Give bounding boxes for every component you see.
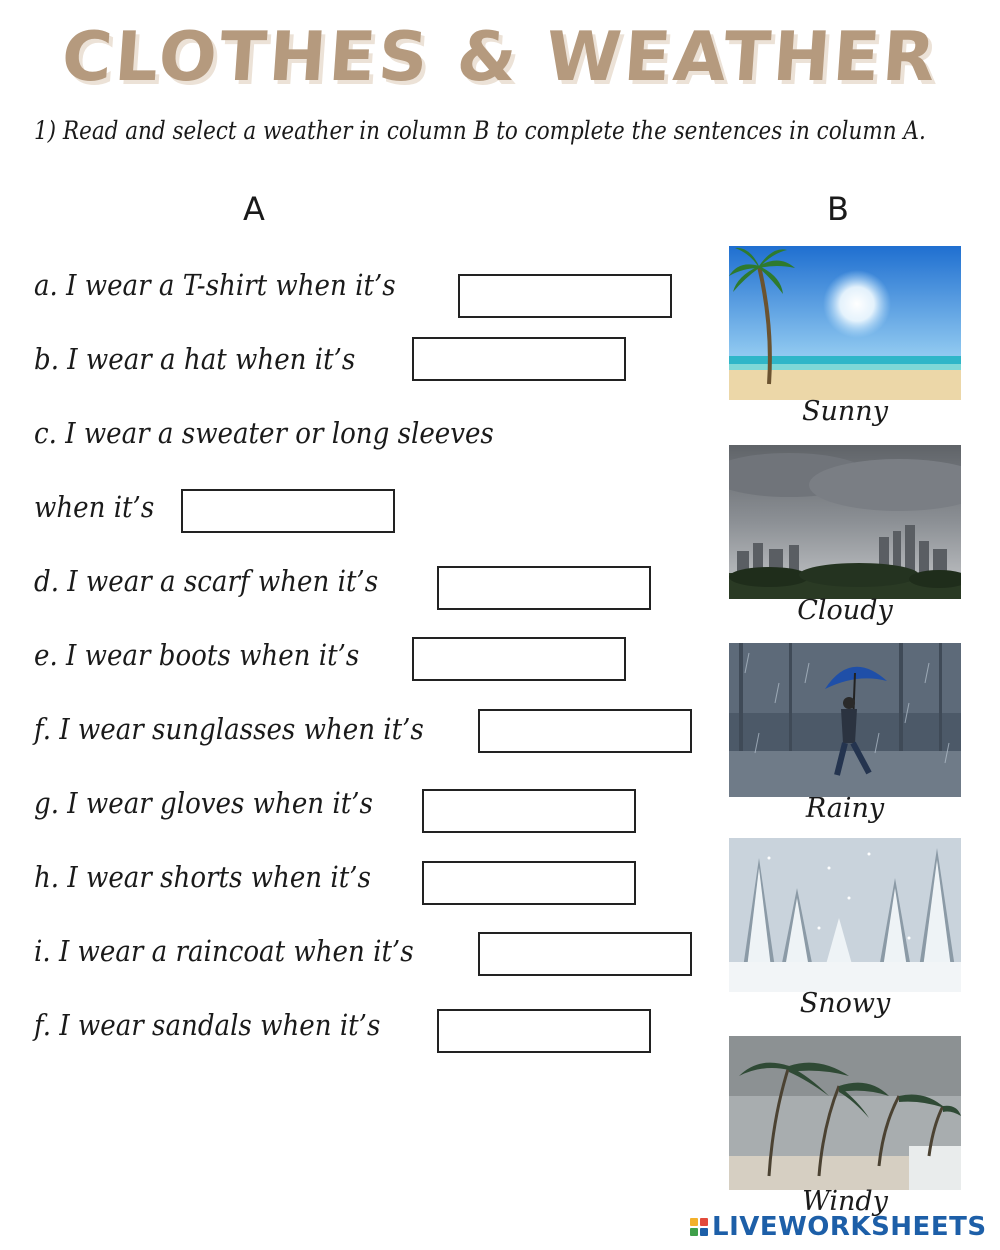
rainy-umbrella-photo <box>729 643 961 797</box>
logo-grid-icon <box>690 1218 708 1236</box>
snowy-forest-photo <box>729 838 961 992</box>
label-windy: Windy <box>802 1186 888 1217</box>
brand-text: LIVEWORKSHEETS <box>712 1212 987 1242</box>
sentence-c-continued: when it’s <box>34 490 155 524</box>
answer-box-d[interactable] <box>437 566 651 610</box>
label-sunny: Sunny <box>802 396 888 427</box>
answer-box-f[interactable] <box>478 709 692 753</box>
sentence-d: d. I wear a scarf when it’s <box>34 564 379 598</box>
sentence-last: f. I wear sandals when it’s <box>34 1008 381 1042</box>
sentence-i: i. I wear a raincoat when it’s <box>34 934 414 968</box>
sentence-g: g. I wear gloves when it’s <box>34 786 373 820</box>
label-snowy: Snowy <box>799 988 891 1019</box>
windy-palms-photo <box>729 1036 961 1190</box>
sentence-c: c. I wear a sweater or long sleeves <box>34 416 494 450</box>
answer-box-c[interactable] <box>181 489 395 533</box>
liveworksheets-logo <box>690 1210 987 1244</box>
sentence-b: b. I wear a hat when it’s <box>34 342 356 376</box>
sentence-f: f. I wear sunglasses when it’s <box>34 712 424 746</box>
answer-box-e[interactable] <box>412 637 626 681</box>
column-b-heading: B <box>827 190 849 228</box>
answer-box-b[interactable] <box>412 337 626 381</box>
sunny-beach-photo <box>729 246 961 400</box>
instruction-text: 1) Read and select a weather in column B to complete the sentences in column A. <box>34 116 926 145</box>
column-a-heading: A <box>243 190 265 228</box>
page-title: CLOTHES & WEATHER <box>59 18 941 97</box>
answer-box-h[interactable] <box>422 861 636 905</box>
answer-box-i[interactable] <box>478 932 692 976</box>
sentence-e: e. I wear boots when it’s <box>34 638 360 672</box>
label-rainy: Rainy <box>805 793 885 824</box>
cloudy-city-photo <box>729 445 961 599</box>
answer-box-g[interactable] <box>422 789 636 833</box>
label-cloudy: Cloudy <box>797 595 893 626</box>
answer-box-last[interactable] <box>437 1009 651 1053</box>
sentence-a: a. I wear a T-shirt when it’s <box>34 268 396 302</box>
answer-box-a[interactable] <box>458 274 672 318</box>
sentence-h: h. I wear shorts when it’s <box>34 860 371 894</box>
